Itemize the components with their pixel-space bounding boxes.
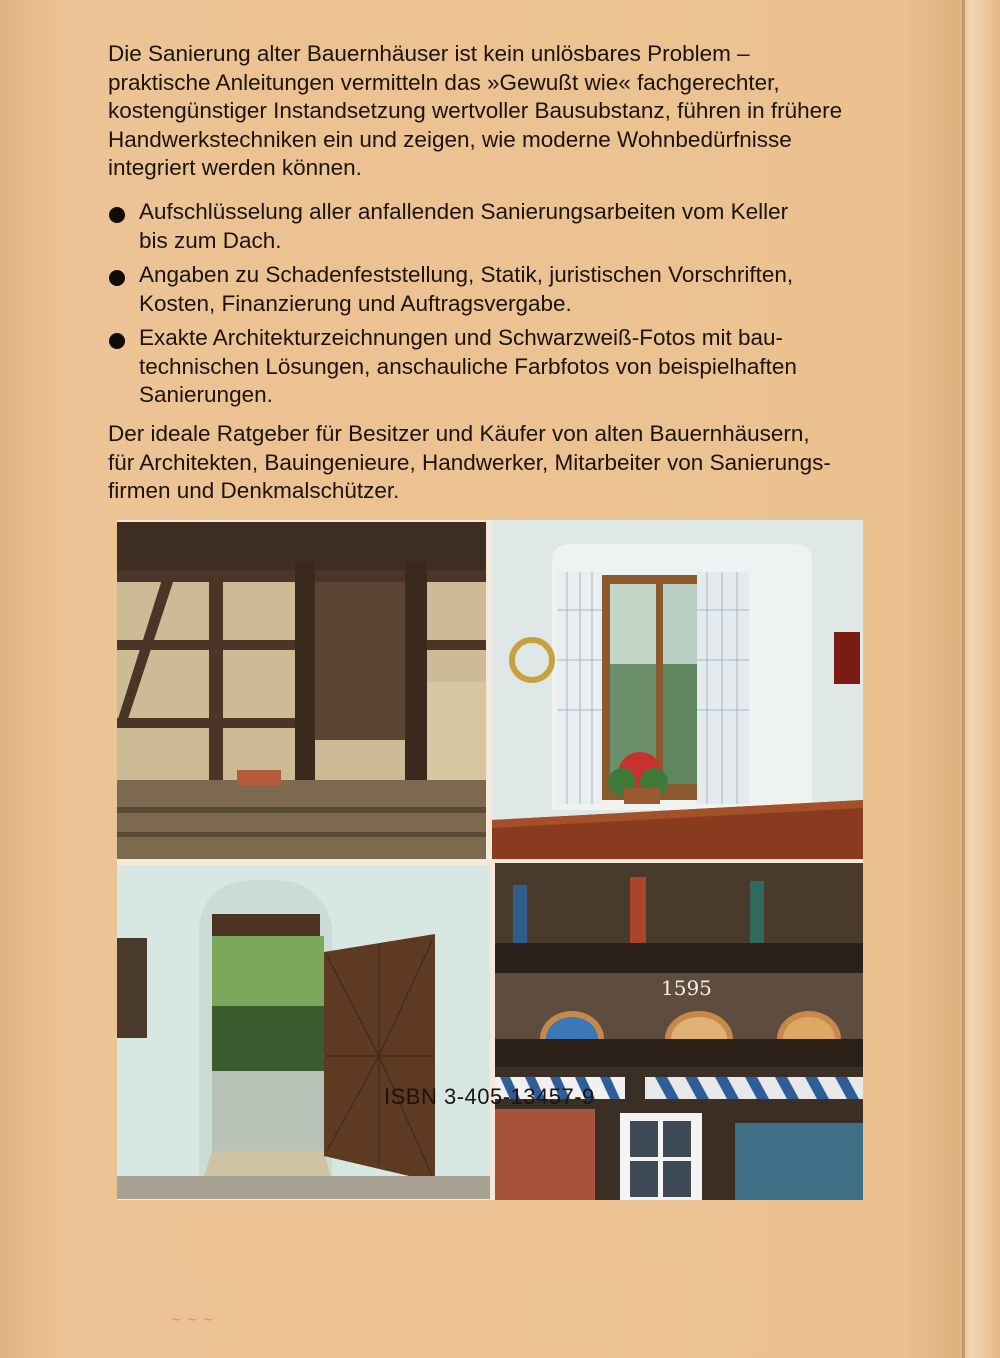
spine-edge — [962, 0, 965, 1358]
closing-line: für Architekten, Bauingenieure, Handwerker, Mitarbeiter von Sanierungs- — [108, 449, 831, 475]
intro-line: Die Sanierung alter Bauernhäuser ist kein unlösbares Problem – — [108, 41, 750, 66]
photo-open-wooden-door — [117, 866, 490, 1199]
feature-item — [108, 261, 868, 318]
closing-line: firmen und Denkmalschützer. — [108, 478, 400, 503]
intro-line: Handwerkstechniken ein und zeigen, wie moderne Wohnbedürfnisse — [108, 126, 792, 152]
intro-line: integriert werden können. — [108, 155, 362, 180]
feature-list — [108, 198, 868, 416]
feature-line: Exakte Architekturzeichnungen und Schwarzweiß-Fotos mit bau- — [139, 325, 784, 350]
intro-line: praktische Anleitungen vermitteln das »Gewußt wie« fachgerechter, — [108, 69, 780, 95]
closing-paragraph — [108, 420, 888, 506]
pencil-mark: ~ ~ ~ — [170, 1312, 215, 1328]
beam-date-text: 1595 — [661, 976, 712, 1000]
feature-line: bis zum Dach. — [139, 227, 282, 253]
intro-line: kostengünstiger Instandsetzung wertvoller Bausubstanz, führen in frühere — [108, 98, 843, 123]
feature-line: Aufschlüsselung aller anfallenden Sanierungsarbeiten vom Keller — [139, 199, 789, 224]
feature-item — [108, 324, 868, 410]
bullet-dot-icon — [109, 333, 125, 349]
feature-line: Angaben zu Schadenfeststellung, Statik, juristischen Vorschriften, — [139, 262, 794, 287]
closing-line: Der ideale Ratgeber für Besitzer und Käufer von alten Bauernhäusern, — [108, 421, 810, 446]
bullet-dot-icon — [109, 270, 125, 286]
intro-paragraph — [108, 40, 878, 183]
isbn-number: ISBN 3-405-13457-9 — [384, 1084, 595, 1109]
photo-carved-beam-facade — [495, 863, 863, 1200]
feature-line: Sanierungen. — [139, 382, 273, 407]
photo-half-timbered-wall — [117, 522, 486, 859]
feature-item — [108, 198, 868, 255]
bullet-dot-icon — [109, 207, 125, 223]
photo-window-with-curtains — [492, 520, 863, 859]
feature-line: technischen Lösungen, anschauliche Farbfotos von beispielhaften — [139, 353, 797, 379]
feature-line: Kosten, Finanzierung und Auftragsvergabe. — [139, 290, 572, 316]
